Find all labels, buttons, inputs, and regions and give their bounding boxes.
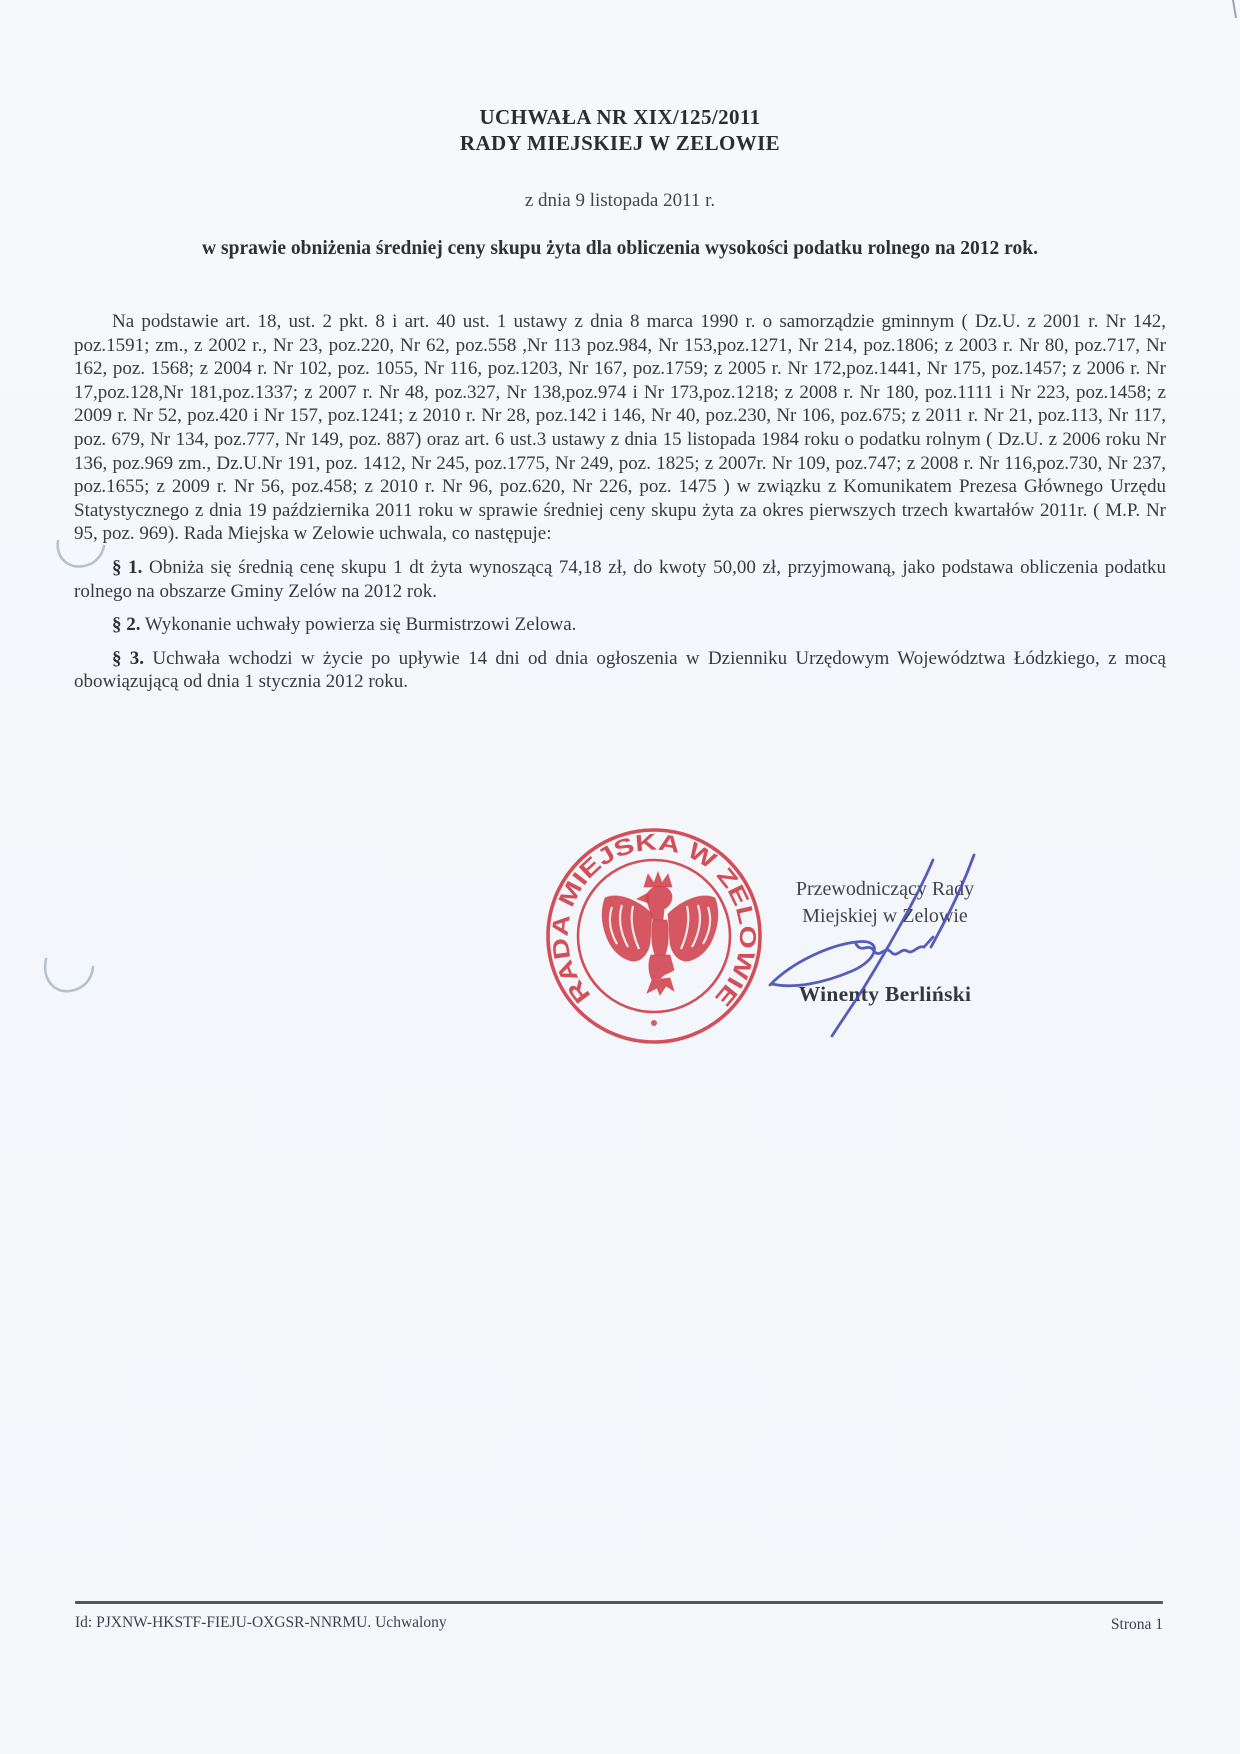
section-label: § 3. [112,647,145,669]
section-text: Wykonanie uchwały powierza się Burmistrzowi Zelowa. [140,614,577,636]
section-paragraph [74,647,1166,694]
eagle-tail [647,955,674,995]
subject-line: w sprawie obniżenia średniej ceny skupu żyta dla obliczenia wysokości podatku rolnego na 2012 rok. [202,238,1038,259]
document-title [74,104,1166,156]
seal-bottom-dot [651,1020,657,1026]
scan-artifact-mark-lower [38,952,108,1002]
title-line-2: RADY MIEJSKIEJ W ZELOWIE [459,131,781,155]
signer-role-line-1: Przewodniczący Rady [795,878,975,900]
section-paragraph [74,613,1166,637]
footer-divider [75,1601,1163,1604]
eagle-emblem [602,872,718,995]
scan-artifact-top-edge [1228,0,1240,22]
signature-ink [740,840,1010,1050]
date-line: z dnia 9 listopada 2011 r. [524,190,716,211]
signer-role-line-2: Miejskiej w Zelowie [802,905,968,927]
eagle-beak [637,893,649,903]
eagle-crown [644,872,672,887]
signature-long-stroke-2 [931,855,974,947]
section-text: Uchwała wchodzi w życie po upływie 14 dni od dnia ogłoszenia w Dzienniku Urzędowym Województwa Łódzkiego, z mocą obowiązującą od dnia 1 stycznia 2012 roku. [74,647,1166,693]
eagle-right-wing [668,896,718,961]
footer-page-number: Strona 1 [1110,1616,1163,1633]
signer-name: Winenty Berliński [798,982,972,1006]
preamble-paragraph: Na podstawie art. 18, ust. 2 pkt. 8 i art. 40 ust. 1 ustawy z dnia 8 marca 1990 r. o samorządzie gminnym ( Dz.U. z 2001 r. Nr 142, poz.1591; zm., z 2002 r., Nr 23, poz.220, Nr 62, poz.558 ,Nr 113 poz.984, Nr 153,poz.1271, Nr 214, poz.1806; z 2003 r. Nr 80, poz.717, Nr 162, poz. 1568; z 2004 r. Nr 102, poz. 1055, Nr 116, poz.1203, Nr 167, poz.1759; z 2005 r. Nr 172,poz.1441, Nr 175, poz.1457; z 2006 r. Nr 17,poz.128,Nr 181,poz.1337; z 2007 r. Nr 48, poz.327, Nr 138,poz.974 i Nr 173,poz.1218; z 2008 r. Nr 180, poz.1111 i Nr 223, poz.1458; z 2009 r. Nr 52, poz.420 i Nr 157, poz.1241; z 2010 r. Nr 28, poz.142 i 146, Nr 40, poz.230, Nr 106, poz.675; z 2011 r. Nr 21, poz.113, Nr 117, poz. 679, Nr 134, poz.777, Nr 149, poz. 887) oraz art. 6 ust.3 ustawy z dnia 15 listopada 1984 roku o podatku rolnym ( Dz.U. z 2006 roku Nr 136, poz.969 zm., Dz.U.Nr 191, poz. 1412, Nr 245, poz.1775, Nr 249, poz. 1825; z 2007r. Nr 109, poz.747; z 2008 r. Nr 116,poz.730, Nr 237, poz.1655; z 2009 r. Nr 56, poz.458; z 2010 r. Nr 96, poz.620, Nr 226, poz. 1475 ) w związku z Komunikatem Prezesa Głównego Urzędu Statystycznego z dnia 19 października 2011 roku w sprawie średniej ceny skupu żyta za okres pierwszych trzech kwartałów 2011r. ( M.P. Nr 95, poz. 969). Rada Miejska w Zelowie uchwala, co następuje: [74,311,1166,545]
footer-document-id: Id: PJXNW-HKSTF-FIEJU-OXGSR-NNRMU. Uchwalony [75,1614,447,1631]
municipal-seal [538,818,770,1050]
section-text: Obniża się średnią cenę skupu 1 dt żyta wynoszącą 74,18 zł, do kwoty 50,00 zł, przyjmowaną, jako podstawa obliczenia podatku rolnego na obszarze Gminy Zelów na 2012 rok. [74,556,1166,602]
eagle-body [652,920,669,955]
section-label: § 1. [112,556,143,578]
signature-scribble [856,937,933,954]
sections [74,556,1166,694]
seal-ring-text: RADA MIEJSKA W ZELOWIE [546,828,762,1009]
eagle-left-wing [602,896,652,961]
scan-artifact-mark-upper [48,535,118,580]
title-line-1: UCHWAŁA NR XIX/125/2011 [479,105,761,129]
section-paragraph [74,556,1166,603]
body-text-column [74,310,1166,694]
section-label: § 2. [112,614,141,636]
